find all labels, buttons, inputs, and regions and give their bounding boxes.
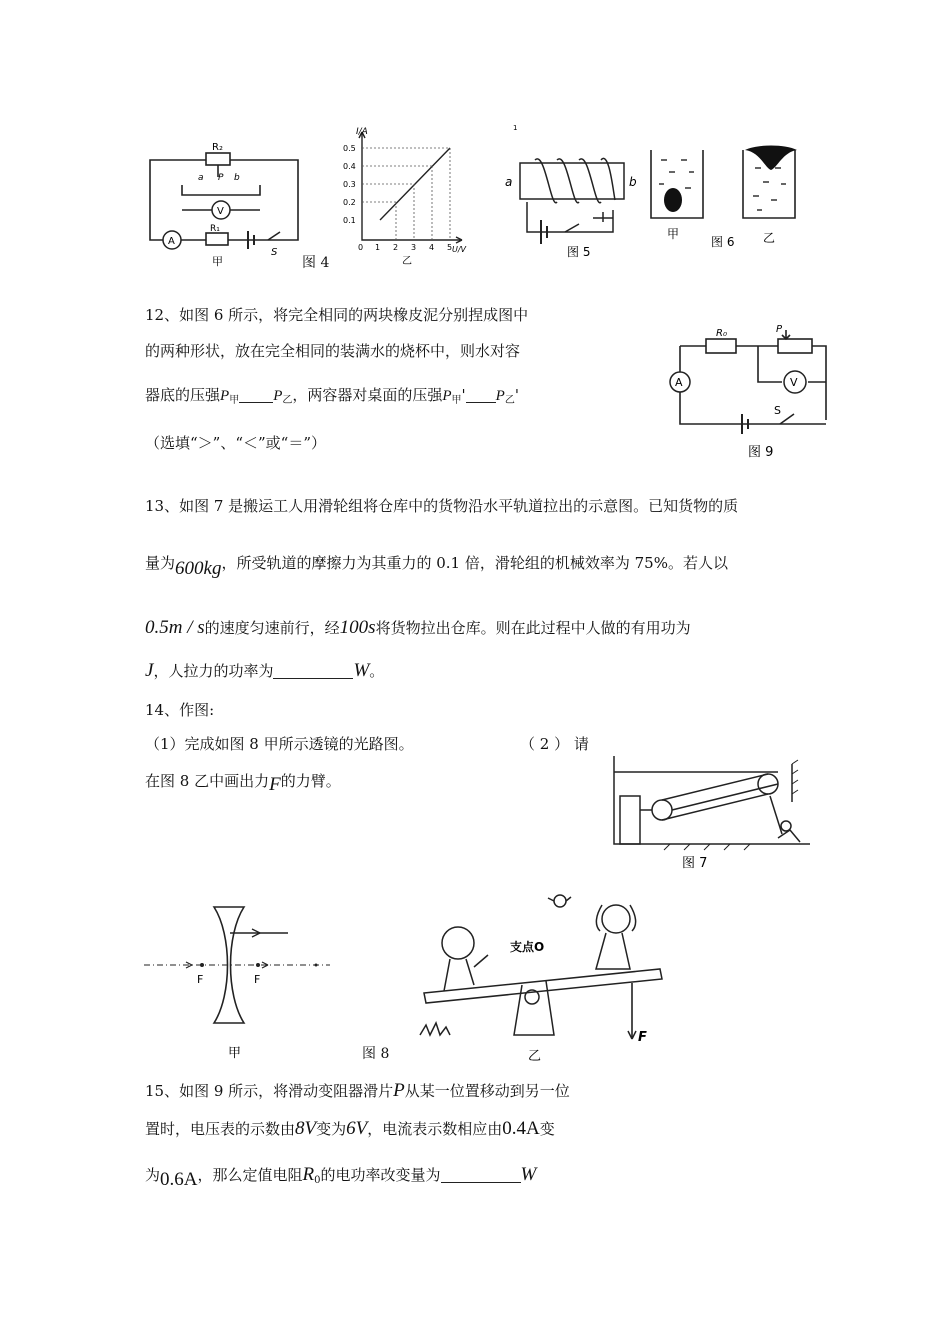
fig9-s: S (774, 404, 781, 417)
r2-label: R₂ (212, 142, 223, 153)
p-yi-prime-sub: 乙 (504, 395, 515, 406)
fig5-b: b (629, 175, 637, 189)
q15-r-sub: 0 (314, 1175, 321, 1186)
fig6-caption: 图 6 (711, 235, 735, 249)
q15-l3-b: ，那么定值电阻 (197, 1166, 303, 1184)
q14-line2 (145, 770, 341, 795)
pivot-label: 支点O (510, 940, 545, 954)
q12-line3 (145, 384, 519, 412)
q15-blank-power[interactable] (441, 1168, 521, 1183)
q15-unit: W (520, 1164, 537, 1185)
p-jia-sub: 甲 (229, 395, 240, 406)
q15-l2-a: 置时，电压表的示数由 (145, 1120, 296, 1138)
ammeter-a: A (168, 236, 175, 247)
ytick-5: 0.5 (343, 144, 356, 153)
q15-v2: 6V (346, 1118, 368, 1139)
fig9-voltmeter: V (790, 376, 798, 389)
ytick-1: 0.1 (343, 216, 356, 225)
q15-l3-c: 的电功率改变量为 (320, 1166, 441, 1184)
q12-line1: 12、如图 6 所示，将完全相同的两块橡皮泥分别捏成图中 (145, 306, 529, 324)
q12-blank-2[interactable] (466, 388, 496, 403)
prime-2: ' (514, 386, 519, 404)
q15-line1 (145, 1080, 570, 1102)
xtick-2: 2 (393, 243, 399, 252)
q15-line3 (145, 1164, 536, 1192)
figure-8-lens (140, 895, 340, 1069)
figure-7-pulley (610, 752, 820, 881)
q14-line1: （1）完成如图 8 甲所示透镜的光路图。 (145, 735, 414, 753)
fig5-caption: 图 5 (567, 245, 591, 259)
q13-l3-b: 将货物拉出仓库。则在此过程中人做的有用功为 (375, 619, 691, 637)
fig5-a: a (505, 175, 513, 189)
p-yi-prime-symbol: P (495, 388, 505, 404)
ytick-4: 0.4 (343, 162, 356, 171)
unit-w: W (353, 660, 370, 681)
p-yi-sub: 乙 (282, 395, 293, 406)
fig8-f2: F (254, 973, 261, 986)
fig6-jia: 甲 (667, 227, 680, 241)
p-jia-prime-sub: 甲 (451, 395, 462, 406)
fig9-p: P (776, 324, 783, 335)
q13-blank-power[interactable] (273, 664, 353, 679)
q15-l2-b: 变为 (316, 1120, 347, 1138)
figure-6-beakers (645, 138, 805, 272)
q12-blank-1[interactable] (239, 388, 273, 403)
fig4-jia: 甲 (212, 255, 223, 268)
figure-4-circuit (140, 135, 310, 274)
q15-l2-c: ，电流表示数相应由 (367, 1120, 503, 1138)
q13-l2-b: ，所受轨道的摩擦力为其重力的 0.1 倍，滑轮组的机械效率为 75%。若人以 (221, 554, 728, 572)
fig8-f1: F (197, 973, 204, 986)
xtick-5: 5 (447, 243, 453, 252)
xtick-1: 1 (375, 243, 381, 252)
fig4-caption: 图 4 (302, 255, 330, 271)
ytick-3: 0.3 (343, 180, 356, 189)
p-yi-symbol: P (273, 388, 283, 404)
q13-l4-end: 。 (369, 662, 385, 680)
ytick-2: 0.2 (343, 198, 356, 207)
fig8-jia: 甲 (228, 1046, 242, 1061)
q15-i2: 0.6A (160, 1169, 198, 1190)
graph-ylabel: I/A (356, 127, 368, 137)
figure-8-seesaw (410, 885, 680, 1069)
q12-line2: 的两种形状，放在完全相同的装满水的烧杯中，则水对容 (145, 342, 521, 360)
q14-title: 14、作图: (145, 701, 215, 719)
unit-j: J (145, 660, 154, 681)
q12-pressure-text: 器底的压强 (145, 386, 221, 404)
q14-l2-b: 的力臂。 (280, 772, 341, 790)
clay-ball-icon (664, 188, 682, 212)
xtick-4: 4 (429, 243, 435, 252)
fig8-yi: 乙 (528, 1049, 542, 1064)
clay-boat-icon (745, 146, 797, 171)
q13-l2-a: 量为 (145, 554, 176, 572)
q14-line1-b: （ 2 ） 请 (520, 735, 589, 753)
figure-9-circuit (658, 324, 838, 468)
q13-line2 (145, 552, 728, 579)
q15-l2-d: 变 (539, 1120, 555, 1138)
q15-v1: 8V (295, 1118, 317, 1139)
q13-l4-a: ，人拉力的功率为 (153, 662, 274, 680)
q13-line3 (145, 617, 691, 639)
q15-l3-a: 为 (145, 1166, 161, 1184)
switch-s: S (271, 247, 278, 258)
q15-l1-a: 15、如图 9 所示，将滑动变阻器滑片 (145, 1082, 394, 1100)
graph-xlabel: U/V (452, 245, 467, 254)
fig8-caption: 图 8 (362, 1046, 390, 1062)
q14-l2-a: 在图 8 乙中画出力 (145, 772, 270, 790)
q13-time: 100s (339, 617, 376, 638)
q13-l3-a: 的速度匀速前行，经 (204, 619, 340, 637)
q13-speed: 0.5m / s (145, 617, 205, 638)
q14-force: F (269, 774, 281, 795)
r1-label: R₁ (210, 224, 220, 234)
fig8-force: F (638, 1030, 647, 1045)
p-jia-prime-symbol: P (442, 388, 452, 404)
fig7-caption: 图 7 (682, 856, 708, 871)
xtick-3: 3 (411, 243, 417, 252)
figure-5-solenoid (505, 120, 645, 269)
q12-mid-text: ，两容器对桌面的压强 (292, 386, 443, 404)
q15-slider: P (393, 1080, 405, 1101)
prime-1: ' (461, 386, 466, 404)
q12-line4: （选填“＞”、“＜”或“＝”） (145, 434, 327, 452)
q15-l1-b: 从某一位置移动到另一位 (404, 1082, 570, 1100)
fig9-caption: 图 9 (748, 445, 774, 460)
q13-line1: 13、如图 7 是搬运工人用滑轮组将仓库中的货物沿水平轨道拉出的示意图。已知货物的质 (145, 497, 739, 515)
b-label: b (234, 173, 240, 183)
fig9-ammeter: A (675, 376, 683, 389)
fig6-yi: 乙 (763, 231, 776, 245)
p-jia-symbol: P (220, 388, 230, 404)
voltmeter-v: V (217, 206, 224, 217)
fig4-yi: 乙 (402, 256, 412, 267)
figure-4-graph (340, 122, 470, 271)
q15-r: R (302, 1164, 315, 1185)
q15-line2 (145, 1118, 555, 1140)
q13-line4 (145, 660, 384, 682)
fig5-mark: 1 (513, 124, 518, 132)
a-label: a (198, 173, 204, 183)
graph-origin: 0 (358, 243, 364, 252)
q13-mass: 600kg (175, 558, 222, 579)
p-label: P (218, 173, 224, 183)
q15-i1: 0.4A (502, 1118, 540, 1139)
fig9-r0: R₀ (716, 328, 727, 339)
